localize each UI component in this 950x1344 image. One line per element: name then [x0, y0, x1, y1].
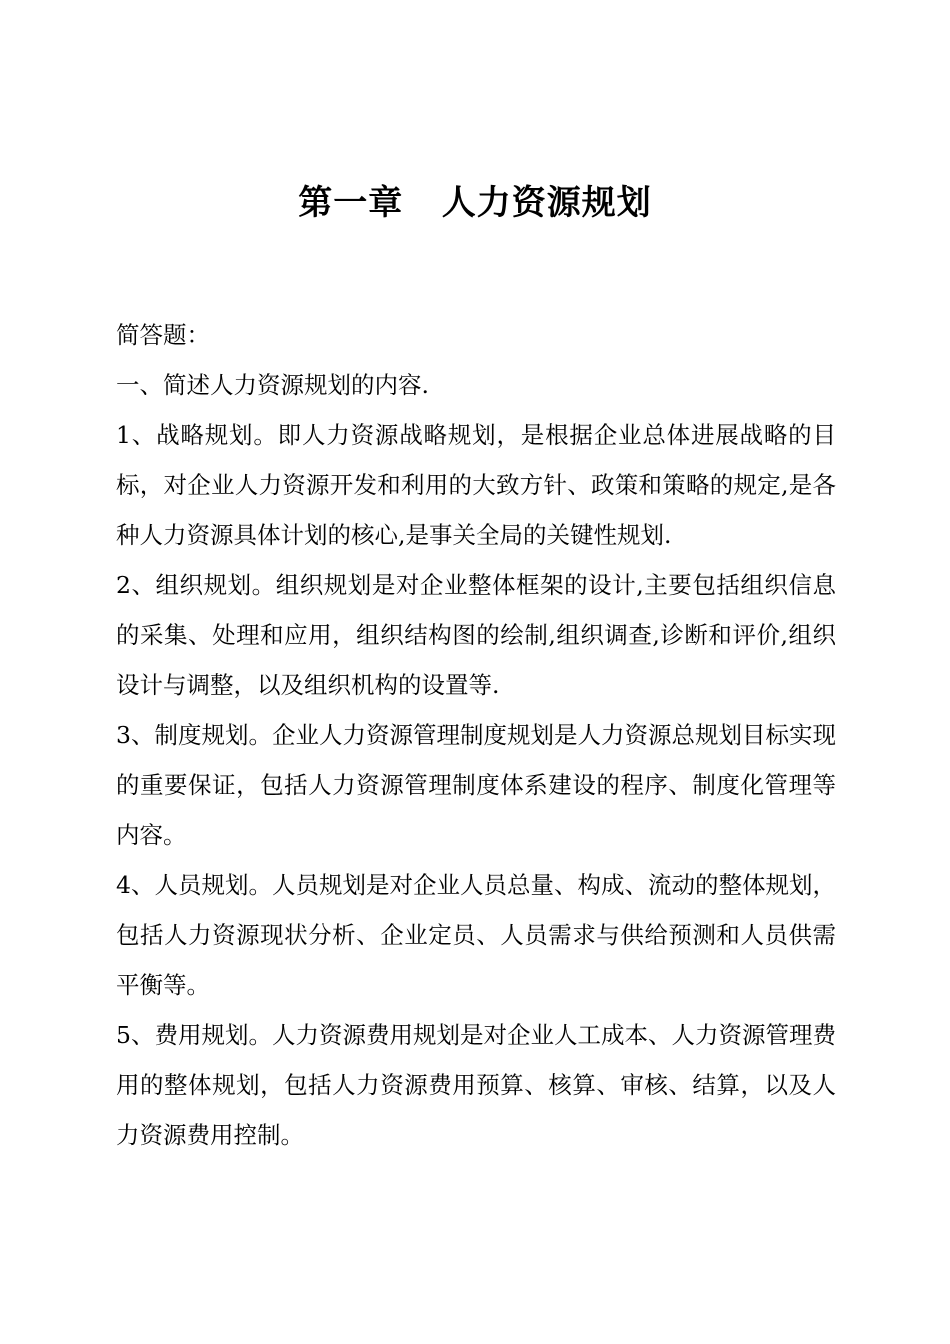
section-label: 简答题： [116, 321, 210, 349]
chapter-title: 第一章 人力资源规划 [298, 183, 652, 223]
document-body [116, 310, 836, 1160]
answer-item-organization: 2、组织规划。组织规划是对企业整体框架的设计,主要包括组织信息的采集、处理和应用，组织结构图的绘制,组织调查,诊断和评价,组织设计与调整，以及组织机构的设置等. [116, 571, 836, 699]
answer-item-personnel: 4、人员规划。人员规划是对企业人员总量、构成、流动的整体规划，包括人力资源现状分析、企业定员、人员需求与供给预测和人员供需平衡等。 [116, 871, 836, 999]
answer-item-strategy: 1、战略规划。即人力资源战略规划，是根据企业总体进展战略的目标，对企业人力资源开发和利用的大致方针、政策和策略的规定,是各种人力资源具体计划的核心,是事关全局的关键性规划. [116, 421, 836, 549]
answer-item-system: 3、制度规划。企业人力资源管理制度规划是人力资源总规划目标实现的重要保证，包括人力资源管理制度体系建设的程序、制度化管理等内容。 [116, 721, 836, 849]
answer-item-cost: 5、费用规划。人力资源费用规划是对企业人工成本、人力资源管理费用的整体规划，包括人力资源费用预算、核算、审核、结算，以及人力资源费用控制。 [116, 1021, 836, 1149]
question-heading: 一、简述人力资源规划的内容. [116, 371, 429, 399]
